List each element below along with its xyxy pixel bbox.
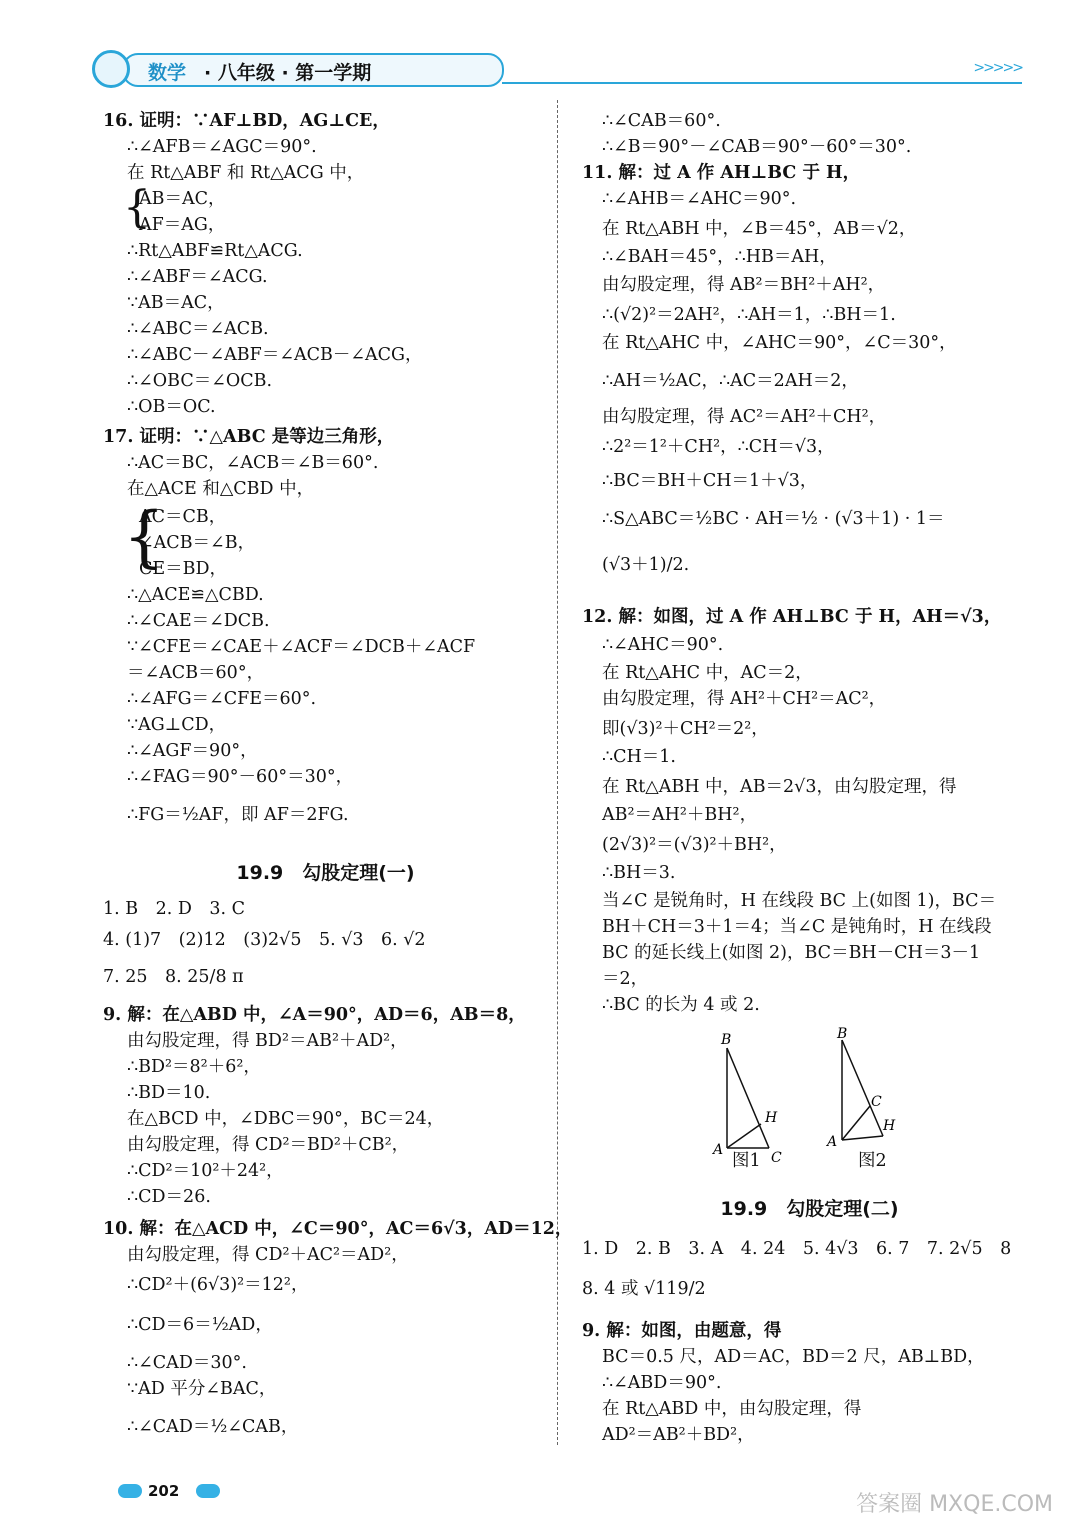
text-line: ∴OB＝OC. <box>127 397 216 417</box>
text-line: ∴∠B＝90°－∠CAB＝90°－60°＝30°. <box>602 137 912 157</box>
text-line: 16. 证明：∵AF⊥BD，AG⊥CE， <box>103 111 390 131</box>
text-line: BC 的延长线上(如图 2)，BC＝BH－CH＝3－1 <box>602 943 981 963</box>
fig1-altitude-ah <box>727 1124 761 1148</box>
text-line: ∴CD²＝10²＋24²， <box>127 1161 284 1181</box>
text-line: ∴∠AFB＝∠AGC＝90°. <box>127 137 317 157</box>
text-line: (2√3)²＝(√3)²＋BH²， <box>602 835 787 855</box>
text-line: ∴∠CAD＝½∠CAB， <box>127 1417 299 1437</box>
text-line: 7. 25 8. 25/8 π <box>103 967 244 987</box>
text-line: AB＝AC， <box>139 189 226 209</box>
fig1-label-c: C <box>771 1150 782 1166</box>
text-line: 由勾股定理，得 AB²＝BH²＋AH²， <box>602 275 886 295</box>
text-line: ∴△ACE≌△CBD. <box>127 585 264 605</box>
text-line: 即(√3)²＋CH²＝2²， <box>602 719 769 739</box>
text-line: 由勾股定理，得 AH²＋CH²＝AC²， <box>602 689 887 709</box>
text-line: AC＝CB， <box>139 507 227 527</box>
section-heading: 19.9 勾股定理(二) <box>720 1198 899 1220</box>
text-line: ∴BC＝BH＋CH＝1＋√3， <box>602 471 818 491</box>
text-line: 由勾股定理，得 AC²＝AH²＋CH²， <box>602 407 887 427</box>
text-line: 由勾股定理，得 CD²＋AC²＝AD²， <box>127 1245 409 1265</box>
text-line: ＝2， <box>602 969 649 989</box>
fig2-altitude-ah <box>842 1136 883 1140</box>
brace: { <box>123 498 165 575</box>
text-line: ∴∠AHC＝90°. <box>602 635 724 655</box>
text-line: ∴BD²＝8²＋6²， <box>127 1057 261 1077</box>
text-line: ∵∠CFE＝∠CAE＋∠ACF＝∠DCB＋∠ACF <box>127 637 476 657</box>
text-line: ∴∠OBC＝∠OCB. <box>127 371 273 391</box>
text-line: 1. B 2. D 3. C <box>103 899 246 919</box>
text-line: ∴∠ABF＝∠ACG. <box>127 267 268 287</box>
text-line: ∴(√2)²＝2AH²，∴AH＝1，∴BH＝1. <box>602 305 896 325</box>
text-line: 由勾股定理，得 BD²＝AB²＋AD²， <box>127 1031 408 1051</box>
text-line: ∠ACB＝∠B， <box>139 533 256 553</box>
text-line: 由勾股定理，得 CD²＝BD²＋CB²， <box>127 1135 410 1155</box>
text-line: ∴∠AHB＝∠AHC＝90°. <box>602 189 797 209</box>
text-line: 9. 解：在△ABD 中，∠A＝90°，AD＝6，AB＝8， <box>103 1005 526 1025</box>
text-line: ∴∠AFG＝∠CFE＝60°. <box>127 689 317 709</box>
text-line: ∴2²＝1²＋CH²，∴CH＝√3， <box>602 437 835 457</box>
fig1-label-b: B <box>721 1032 732 1048</box>
text-line: ∴CD²＋(6√3)²＝12²， <box>127 1275 309 1295</box>
text-line: ∴FG＝½AF，即 AF＝2FG. <box>127 805 349 825</box>
text-line: 8. 4 或 √119/2 <box>582 1279 706 1299</box>
text-line: ∴∠BAH＝45°，∴HB＝AH， <box>602 247 837 267</box>
text-line: AF＝AG， <box>139 215 226 235</box>
text-line: 在 Rt△AHC 中，∠AHC＝90°，∠C＝30°， <box>602 333 957 353</box>
text-line: 11. 解：过 A 作 AH⊥BC 于 H， <box>582 163 861 183</box>
fig1-label-h: H <box>765 1110 778 1126</box>
text-line: ∴∠ABC＝∠ACB. <box>127 319 269 339</box>
magnifier-icon <box>92 50 130 88</box>
text-line: 当∠C 是锐角时，H 在线段 BC 上(如图 1)，BC＝ <box>602 891 997 911</box>
text-line: 17. 证明：∵△ABC 是等边三角形， <box>103 427 395 447</box>
text-line: ∴AH＝½AC，∴AC＝2AH＝2， <box>602 371 859 391</box>
text-line: ∴∠CAD＝30°. <box>127 1353 247 1373</box>
text-line: 1. D 2. B 3. A 4. 24 5. 4√3 6. 7 7. 2√5 8 <box>582 1239 1012 1259</box>
column-divider <box>557 100 558 1445</box>
text-line: 在 Rt△ABH 中，∠B＝45°，AB＝√2， <box>602 219 917 239</box>
text-line: 9. 解：如图，由题意，得 <box>582 1321 782 1341</box>
page-number: 202 <box>148 1482 180 1500</box>
pill-decoration <box>118 1484 142 1498</box>
chevrons-icon: >>>>> <box>973 60 1022 76</box>
fig2-side-bh <box>842 1040 883 1136</box>
fig2-label-b: B <box>837 1026 848 1042</box>
text-line: ∴CD＝26. <box>127 1187 211 1207</box>
fig2-side-ac <box>842 1106 870 1140</box>
section-heading: 19.9 勾股定理(一) <box>236 862 415 884</box>
text-line: 在 Rt△ABD 中，由勾股定理，得 <box>602 1399 862 1419</box>
text-line: 在△ACE 和△CBD 中， <box>127 479 315 499</box>
header-subject: 数学 <box>148 62 187 84</box>
text-line: ∴∠ABD＝90°. <box>602 1373 722 1393</box>
text-line: ∴BH＝3. <box>602 863 676 883</box>
text-line: CE＝BD， <box>139 559 228 579</box>
header-rule <box>502 82 1022 84</box>
figure-2 <box>842 1040 883 1140</box>
text-line: ∴BC 的长为 4 或 2. <box>602 995 760 1015</box>
fig2-label-a: A <box>827 1134 838 1150</box>
text-line: ∴∠FAG＝90°－60°＝30°， <box>127 767 354 787</box>
text-line: AB²＝AH²＋BH²， <box>602 805 758 825</box>
page-number-badge <box>118 1482 218 1502</box>
figure-2-caption: 图2 <box>858 1151 887 1171</box>
header-grade: · 八年级 · 第一学期 <box>204 62 372 84</box>
text-line: 在△BCD 中，∠DBC＝90°，BC＝24， <box>127 1109 445 1129</box>
text-line: ∴CD＝6＝½AD， <box>127 1315 273 1335</box>
text-line: ∴CH＝1. <box>602 747 676 767</box>
text-line: AD²＝AB²＋BD²， <box>602 1425 755 1445</box>
figure-1-caption: 图1 <box>732 1151 761 1171</box>
text-line: 在 Rt△ABH 中，AB＝2√3，由勾股定理，得 <box>602 777 957 797</box>
text-line: 4. (1)7 (2)12 (3)2√5 5. √3 6. √2 <box>103 930 426 950</box>
text-line: 12. 解：如图，过 A 作 AH⊥BC 于 H，AH＝√3， <box>582 607 1002 627</box>
text-line: 在 Rt△ABF 和 Rt△ACG 中， <box>127 163 365 183</box>
text-line: ＝∠ACB＝60°， <box>127 663 265 683</box>
fig2-label-c: C <box>871 1094 882 1110</box>
text-line: 在 Rt△AHC 中，AC＝2， <box>602 663 813 683</box>
text-line: ∴∠CAE＝∠DCB. <box>127 611 270 631</box>
text-line: ∴∠AGF＝90°， <box>127 741 258 761</box>
pill-decoration <box>196 1484 220 1498</box>
figure-1 <box>727 1048 769 1148</box>
text-line: ∴∠ABC－∠ABF＝∠ACB－∠ACG， <box>127 345 423 365</box>
text-line: ∴BD＝10. <box>127 1083 211 1103</box>
text-line: ∴AC＝BC，∠ACB＝∠B＝60°. <box>127 453 379 473</box>
text-line: ∴Rt△ABF≌Rt△ACG. <box>127 241 303 261</box>
text-line: ∵AG⊥CD， <box>127 715 227 735</box>
text-line: 10. 解：在△ACD 中，∠C＝90°，AC＝6√3，AD＝12， <box>103 1219 573 1239</box>
text-line: BH＋CH＝3＋1＝4；当∠C 是钝角时，H 在线段 <box>602 917 992 937</box>
fig2-label-h: H <box>883 1118 896 1134</box>
text-line: ∵AB＝AC， <box>127 293 225 313</box>
text-line: ∴∠CAB＝60°. <box>602 111 721 131</box>
text-line: BC＝0.5 尺，AD＝AC，BD＝2 尺，AB⊥BD， <box>602 1347 985 1367</box>
page-header <box>92 50 1022 90</box>
text-line: (√3＋1)/2. <box>602 555 690 575</box>
brace: { <box>123 182 151 233</box>
text-line: ∴S△ABC＝½BC · AH＝½ · (√3＋1) · 1＝ <box>602 509 945 529</box>
watermark-logo: 答案圈 MXQE.COM <box>856 1492 1053 1517</box>
text-line: ∵AD 平分∠BAC， <box>127 1379 277 1399</box>
fig1-label-a: A <box>713 1142 724 1158</box>
